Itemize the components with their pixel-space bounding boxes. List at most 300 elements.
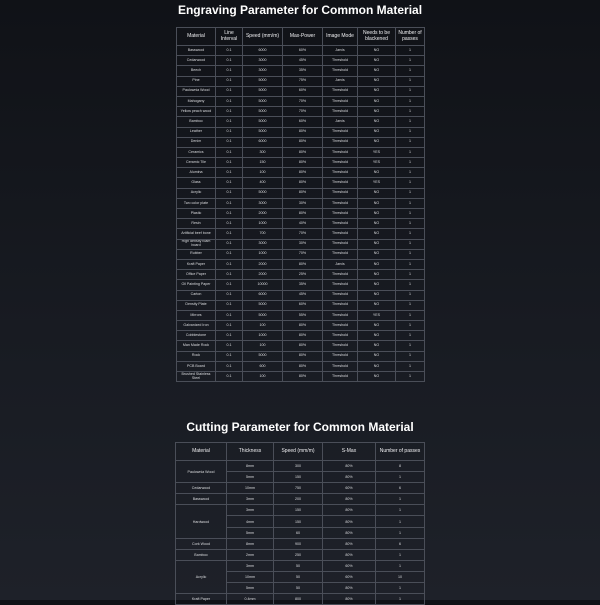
material-cell: Rock bbox=[177, 351, 216, 361]
header-material: Material bbox=[177, 28, 216, 46]
passes-cell: 1 bbox=[396, 351, 425, 361]
material-cell: Man Made Rock bbox=[177, 341, 216, 351]
passes-cell: 1 bbox=[396, 270, 425, 280]
speed-cell: 2000 bbox=[243, 209, 283, 219]
material-cell: High density foam board bbox=[177, 239, 216, 249]
passes-cell: 1 bbox=[396, 107, 425, 117]
header-speed: Speed (mm/m) bbox=[243, 28, 283, 46]
passes-cell: 1 bbox=[376, 549, 425, 560]
passes-cell: 1 bbox=[396, 56, 425, 66]
passes-cell: 1 bbox=[396, 310, 425, 320]
image-mode-cell: Threshold bbox=[323, 270, 358, 280]
table-row bbox=[177, 300, 425, 310]
material-cell: Pine bbox=[177, 76, 216, 86]
thickness-cell: 8mm bbox=[227, 538, 274, 549]
max-power-cell: 80% bbox=[283, 331, 323, 341]
passes-cell: 1 bbox=[396, 198, 425, 208]
speed-cell: 6000 bbox=[243, 137, 283, 147]
image-mode-cell: Jarvis bbox=[323, 259, 358, 269]
passes-cell: 1 bbox=[376, 560, 425, 571]
material-cell: Density Plate bbox=[177, 300, 216, 310]
max-power-cell: 80% bbox=[283, 209, 323, 219]
blackened-cell: NO bbox=[358, 76, 396, 86]
image-mode-cell: Threshold bbox=[323, 178, 358, 188]
image-mode-cell: Threshold bbox=[323, 107, 358, 117]
s-max-cell: 60% bbox=[323, 560, 376, 571]
max-power-cell: 60% bbox=[283, 86, 323, 96]
max-power-cell: 25% bbox=[283, 270, 323, 280]
passes-cell: 1 bbox=[396, 372, 425, 382]
image-mode-cell: Threshold bbox=[323, 229, 358, 239]
max-power-cell: 80% bbox=[283, 127, 323, 137]
table-row bbox=[177, 259, 425, 269]
line-interval-cell: 0.1 bbox=[216, 66, 243, 76]
max-power-cell: 60% bbox=[283, 46, 323, 56]
table-row bbox=[177, 290, 425, 300]
speed-cell: 600 bbox=[243, 361, 283, 371]
image-mode-cell: Threshold bbox=[323, 66, 358, 76]
s-max-cell: 80% bbox=[323, 461, 376, 472]
header-image-mode: Image Mode bbox=[323, 28, 358, 46]
thickness-cell: 8mm bbox=[227, 461, 274, 472]
speed-cell: 1000 bbox=[243, 219, 283, 229]
blackened-cell: NO bbox=[358, 280, 396, 290]
table-row bbox=[177, 351, 425, 361]
max-power-cell: 80% bbox=[283, 341, 323, 351]
blackened-cell: NO bbox=[358, 117, 396, 127]
image-mode-cell: Threshold bbox=[323, 137, 358, 147]
material-cell: Denim bbox=[177, 137, 216, 147]
table-row bbox=[177, 219, 425, 229]
blackened-cell: YES bbox=[358, 158, 396, 168]
passes-cell: 1 bbox=[396, 280, 425, 290]
material-cell: Ceramics bbox=[177, 147, 216, 157]
image-mode-cell: Threshold bbox=[323, 127, 358, 137]
blackened-cell: NO bbox=[358, 361, 396, 371]
passes-cell: 1 bbox=[376, 516, 425, 527]
max-power-cell: 45% bbox=[283, 56, 323, 66]
passes-cell: 1 bbox=[396, 249, 425, 259]
line-interval-cell: 0.1 bbox=[216, 259, 243, 269]
line-interval-cell: 0.1 bbox=[216, 188, 243, 198]
speed-cell: 900 bbox=[274, 538, 323, 549]
material-cell: Kraft Paper bbox=[176, 594, 227, 605]
thickness-cell: 2mm bbox=[227, 549, 274, 560]
max-power-cell: 80% bbox=[283, 168, 323, 178]
speed-cell: 5000 bbox=[243, 76, 283, 86]
material-cell: PCB Board bbox=[177, 361, 216, 371]
image-mode-cell: Threshold bbox=[323, 361, 358, 371]
table-row bbox=[177, 117, 425, 127]
max-power-cell: 30% bbox=[283, 198, 323, 208]
line-interval-cell: 0.1 bbox=[216, 351, 243, 361]
blackened-cell: NO bbox=[358, 209, 396, 219]
blackened-cell: NO bbox=[358, 56, 396, 66]
line-interval-cell: 0.1 bbox=[216, 321, 243, 331]
max-power-cell: 70% bbox=[283, 107, 323, 117]
line-interval-cell: 0.1 bbox=[216, 96, 243, 106]
material-cell: Bamboo bbox=[177, 117, 216, 127]
max-power-cell: 80% bbox=[283, 188, 323, 198]
table-row bbox=[177, 178, 425, 188]
passes-cell: 10 bbox=[376, 571, 425, 582]
image-mode-cell: Threshold bbox=[323, 300, 358, 310]
header-thickness: Thickness bbox=[227, 443, 274, 461]
max-power-cell: 60% bbox=[283, 300, 323, 310]
blackened-cell: NO bbox=[358, 270, 396, 280]
passes-cell: 1 bbox=[376, 583, 425, 594]
s-max-cell: 80% bbox=[323, 594, 376, 605]
line-interval-cell: 0.1 bbox=[216, 280, 243, 290]
image-mode-cell: Threshold bbox=[323, 56, 358, 66]
material-cell: Galvanized Iron bbox=[177, 321, 216, 331]
max-power-cell: 80% bbox=[283, 158, 323, 168]
blackened-cell: NO bbox=[358, 219, 396, 229]
speed-cell: 5000 bbox=[243, 127, 283, 137]
speed-cell: 800 bbox=[274, 594, 323, 605]
material-cell: Rubber bbox=[177, 249, 216, 259]
material-cell: Office Paper bbox=[177, 270, 216, 280]
s-max-cell: 80% bbox=[323, 527, 376, 538]
table-row bbox=[177, 361, 425, 371]
speed-cell: 700 bbox=[243, 229, 283, 239]
s-max-cell: 80% bbox=[323, 505, 376, 516]
speed-cell: 100 bbox=[243, 321, 283, 331]
blackened-cell: NO bbox=[358, 259, 396, 269]
header-max-power: Max-Power bbox=[283, 28, 323, 46]
passes-cell: 1 bbox=[396, 96, 425, 106]
max-power-cell: 80% bbox=[283, 259, 323, 269]
line-interval-cell: 0.1 bbox=[216, 86, 243, 96]
passes-cell: 1 bbox=[396, 127, 425, 137]
s-max-cell: 80% bbox=[323, 583, 376, 594]
table-row bbox=[177, 66, 425, 76]
header-passes: Number of passes bbox=[396, 28, 425, 46]
blackened-cell: NO bbox=[358, 46, 396, 56]
max-power-cell: 35% bbox=[283, 66, 323, 76]
passes-cell: 1 bbox=[396, 209, 425, 219]
max-power-cell: 80% bbox=[283, 137, 323, 147]
line-interval-cell: 0.1 bbox=[216, 56, 243, 66]
max-power-cell: 70% bbox=[283, 229, 323, 239]
line-interval-cell: 0.1 bbox=[216, 127, 243, 137]
material-cell: Beech bbox=[177, 66, 216, 76]
speed-cell: 150 bbox=[274, 505, 323, 516]
blackened-cell: NO bbox=[358, 372, 396, 382]
image-mode-cell: Threshold bbox=[323, 96, 358, 106]
speed-cell: 1000 bbox=[243, 331, 283, 341]
header-needs-blackened: Needs to be blackened bbox=[358, 28, 396, 46]
max-power-cell: 45% bbox=[283, 290, 323, 300]
thickness-cell: 0.4mm bbox=[227, 594, 274, 605]
cutting-table-title: Cutting Parameter for Common Material bbox=[186, 420, 414, 434]
passes-cell: 1 bbox=[396, 137, 425, 147]
thickness-cell: 10mm bbox=[227, 571, 274, 582]
speed-cell: 50 bbox=[274, 571, 323, 582]
speed-cell: 6000 bbox=[243, 46, 283, 56]
speed-cell: 100 bbox=[243, 372, 283, 382]
line-interval-cell: 0.1 bbox=[216, 46, 243, 56]
passes-cell: 1 bbox=[396, 188, 425, 198]
blackened-cell: NO bbox=[358, 86, 396, 96]
material-cell: Artificial beef bone bbox=[177, 229, 216, 239]
speed-cell: 150 bbox=[274, 472, 323, 483]
material-cell: Cedarwood bbox=[177, 56, 216, 66]
table-row bbox=[177, 372, 425, 382]
line-interval-cell: 0.1 bbox=[216, 137, 243, 147]
table-row bbox=[177, 86, 425, 96]
table-row bbox=[177, 209, 425, 219]
material-cell: Acrylic bbox=[176, 560, 227, 593]
speed-cell: 150 bbox=[274, 516, 323, 527]
line-interval-cell: 0.1 bbox=[216, 178, 243, 188]
speed-cell: 5000 bbox=[243, 188, 283, 198]
line-interval-cell: 0.1 bbox=[216, 310, 243, 320]
passes-cell: 1 bbox=[396, 147, 425, 157]
s-max-cell: 80% bbox=[323, 494, 376, 505]
table-row bbox=[177, 331, 425, 341]
material-cell: Bamboo bbox=[176, 549, 227, 560]
passes-cell: 8 bbox=[376, 461, 425, 472]
passes-cell: 1 bbox=[396, 76, 425, 86]
thickness-cell: 3mm bbox=[227, 494, 274, 505]
max-power-cell: 60% bbox=[283, 117, 323, 127]
speed-cell: 300 bbox=[243, 147, 283, 157]
material-cell: Glass bbox=[177, 178, 216, 188]
material-cell: Two color plate bbox=[177, 198, 216, 208]
speed-cell: 200 bbox=[274, 494, 323, 505]
speed-cell: 5000 bbox=[243, 300, 283, 310]
image-mode-cell: Threshold bbox=[323, 372, 358, 382]
blackened-cell: NO bbox=[358, 239, 396, 249]
speed-cell: 100 bbox=[243, 168, 283, 178]
max-power-cell: 80% bbox=[283, 178, 323, 188]
table-row bbox=[176, 538, 425, 549]
speed-cell: 60 bbox=[274, 527, 323, 538]
material-cell: Plastic bbox=[177, 209, 216, 219]
passes-cell: 1 bbox=[396, 168, 425, 178]
speed-cell: 3000 bbox=[243, 198, 283, 208]
max-power-cell: 80% bbox=[283, 361, 323, 371]
material-cell: Hardwood bbox=[176, 505, 227, 538]
image-mode-cell: Threshold bbox=[323, 280, 358, 290]
table-row bbox=[177, 239, 425, 249]
blackened-cell: YES bbox=[358, 310, 396, 320]
image-mode-cell: Threshold bbox=[323, 168, 358, 178]
image-mode-cell: Jarvis bbox=[323, 76, 358, 86]
image-mode-cell: Threshold bbox=[323, 188, 358, 198]
blackened-cell: NO bbox=[358, 321, 396, 331]
thickness-cell: 4mm bbox=[227, 516, 274, 527]
line-interval-cell: 0.1 bbox=[216, 76, 243, 86]
table-row bbox=[177, 229, 425, 239]
thickness-cell: 3mm bbox=[227, 505, 274, 516]
speed-cell: 250 bbox=[274, 549, 323, 560]
material-cell: Ceramic Tile bbox=[177, 158, 216, 168]
image-mode-cell: Threshold bbox=[323, 209, 358, 219]
table-row bbox=[177, 158, 425, 168]
line-interval-cell: 0.1 bbox=[216, 158, 243, 168]
line-interval-cell: 0.1 bbox=[216, 229, 243, 239]
passes-cell: 1 bbox=[396, 331, 425, 341]
blackened-cell: NO bbox=[358, 137, 396, 147]
passes-cell: 1 bbox=[396, 290, 425, 300]
table-row bbox=[177, 188, 425, 198]
speed-cell: 300 bbox=[274, 461, 323, 472]
header-line-interval: Line Interval bbox=[216, 28, 243, 46]
speed-cell: 50 bbox=[274, 560, 323, 571]
speed-cell: 10000 bbox=[243, 280, 283, 290]
speed-cell: 3000 bbox=[243, 56, 283, 66]
table-row bbox=[177, 147, 425, 157]
table-row bbox=[177, 56, 425, 66]
speed-cell: 5000 bbox=[243, 96, 283, 106]
blackened-cell: NO bbox=[358, 107, 396, 117]
passes-cell: 1 bbox=[376, 494, 425, 505]
material-cell: Basswood bbox=[176, 494, 227, 505]
material-cell: Paulownia Wood bbox=[177, 86, 216, 96]
table-row bbox=[176, 594, 425, 605]
material-cell: Cedarwood bbox=[176, 483, 227, 494]
table-row bbox=[177, 96, 425, 106]
line-interval-cell: 0.1 bbox=[216, 372, 243, 382]
image-mode-cell: Threshold bbox=[323, 310, 358, 320]
passes-cell: 1 bbox=[396, 300, 425, 310]
s-max-cell: 60% bbox=[323, 483, 376, 494]
s-max-cell: 80% bbox=[323, 516, 376, 527]
passes-cell: 1 bbox=[376, 472, 425, 483]
passes-cell: 1 bbox=[396, 86, 425, 96]
material-cell: Cork Wood bbox=[176, 538, 227, 549]
thickness-cell: 5mm bbox=[227, 472, 274, 483]
s-max-cell: 80% bbox=[323, 472, 376, 483]
image-mode-cell: Threshold bbox=[323, 290, 358, 300]
line-interval-cell: 0.1 bbox=[216, 290, 243, 300]
image-mode-cell: Threshold bbox=[323, 147, 358, 157]
table-row bbox=[176, 494, 425, 505]
line-interval-cell: 0.1 bbox=[216, 249, 243, 259]
s-max-cell: 80% bbox=[323, 538, 376, 549]
material-cell: Mirrors bbox=[177, 310, 216, 320]
speed-cell: 100 bbox=[243, 341, 283, 351]
speed-cell: 2000 bbox=[243, 259, 283, 269]
blackened-cell: YES bbox=[358, 178, 396, 188]
passes-cell: 1 bbox=[396, 219, 425, 229]
passes-cell: 1 bbox=[396, 158, 425, 168]
blackened-cell: NO bbox=[358, 188, 396, 198]
speed-cell: 1000 bbox=[243, 249, 283, 259]
table-row bbox=[177, 168, 425, 178]
passes-cell: 1 bbox=[396, 66, 425, 76]
blackened-cell: NO bbox=[358, 127, 396, 137]
blackened-cell: NO bbox=[358, 249, 396, 259]
max-power-cell: 40% bbox=[283, 219, 323, 229]
blackened-cell: NO bbox=[358, 341, 396, 351]
max-power-cell: 70% bbox=[283, 96, 323, 106]
passes-cell: 1 bbox=[396, 361, 425, 371]
passes-cell: 6 bbox=[376, 538, 425, 549]
max-power-cell: 80% bbox=[283, 351, 323, 361]
table-row bbox=[177, 127, 425, 137]
table-row bbox=[176, 505, 425, 516]
blackened-cell: NO bbox=[358, 351, 396, 361]
table-row bbox=[176, 461, 425, 472]
table-row bbox=[176, 483, 425, 494]
max-power-cell: 80% bbox=[283, 147, 323, 157]
material-cell: Kraft Paper bbox=[177, 259, 216, 269]
passes-cell: 1 bbox=[396, 341, 425, 351]
material-cell: Oil Painting Paper bbox=[177, 280, 216, 290]
header-speed: Speed (mm/m) bbox=[274, 443, 323, 461]
cutting-header-row bbox=[176, 443, 425, 461]
passes-cell: 1 bbox=[376, 505, 425, 516]
line-interval-cell: 0.1 bbox=[216, 219, 243, 229]
speed-cell: 5000 bbox=[243, 117, 283, 127]
table-row bbox=[177, 321, 425, 331]
table-row bbox=[177, 198, 425, 208]
table-row bbox=[177, 310, 425, 320]
line-interval-cell: 0.1 bbox=[216, 331, 243, 341]
line-interval-cell: 0.1 bbox=[216, 107, 243, 117]
max-power-cell: 30% bbox=[283, 239, 323, 249]
passes-cell: 6 bbox=[376, 483, 425, 494]
cutting-parameter-table bbox=[175, 442, 425, 605]
passes-cell: 1 bbox=[396, 239, 425, 249]
max-power-cell: 80% bbox=[283, 372, 323, 382]
s-max-cell: 60% bbox=[323, 571, 376, 582]
speed-cell: 5000 bbox=[243, 107, 283, 117]
blackened-cell: NO bbox=[358, 300, 396, 310]
material-cell: Resin bbox=[177, 219, 216, 229]
line-interval-cell: 0.1 bbox=[216, 198, 243, 208]
image-mode-cell: Threshold bbox=[323, 351, 358, 361]
table-row bbox=[177, 107, 425, 117]
engraving-table-title: Engraving Parameter for Common Material bbox=[177, 3, 423, 17]
header-passes: Number of passes bbox=[376, 443, 425, 461]
material-cell: Paulownia Wood bbox=[176, 461, 227, 483]
material-cell: Basswood bbox=[177, 46, 216, 56]
passes-cell: 1 bbox=[396, 117, 425, 127]
image-mode-cell: Threshold bbox=[323, 158, 358, 168]
image-mode-cell: Threshold bbox=[323, 219, 358, 229]
header-s-max: S-Max bbox=[323, 443, 376, 461]
line-interval-cell: 0.1 bbox=[216, 147, 243, 157]
material-cell: Brushed Stainless Steel bbox=[177, 372, 216, 382]
line-interval-cell: 0.1 bbox=[216, 270, 243, 280]
passes-cell: 1 bbox=[396, 321, 425, 331]
table-row bbox=[176, 549, 425, 560]
line-interval-cell: 0.1 bbox=[216, 168, 243, 178]
engraving-parameter-table bbox=[176, 27, 425, 382]
blackened-cell: NO bbox=[358, 96, 396, 106]
speed-cell: 50 bbox=[274, 583, 323, 594]
material-cell: Leather bbox=[177, 127, 216, 137]
table-row bbox=[177, 137, 425, 147]
table-row bbox=[177, 249, 425, 259]
line-interval-cell: 0.1 bbox=[216, 300, 243, 310]
engraving-header-row bbox=[177, 28, 425, 46]
image-mode-cell: Threshold bbox=[323, 321, 358, 331]
max-power-cell: 70% bbox=[283, 249, 323, 259]
material-cell: Cobblestone bbox=[177, 331, 216, 341]
blackened-cell: NO bbox=[358, 229, 396, 239]
speed-cell: 6000 bbox=[243, 290, 283, 300]
max-power-cell: 80% bbox=[283, 321, 323, 331]
s-max-cell: 80% bbox=[323, 549, 376, 560]
table-row bbox=[176, 560, 425, 571]
passes-cell: 1 bbox=[376, 594, 425, 605]
table-row bbox=[177, 270, 425, 280]
